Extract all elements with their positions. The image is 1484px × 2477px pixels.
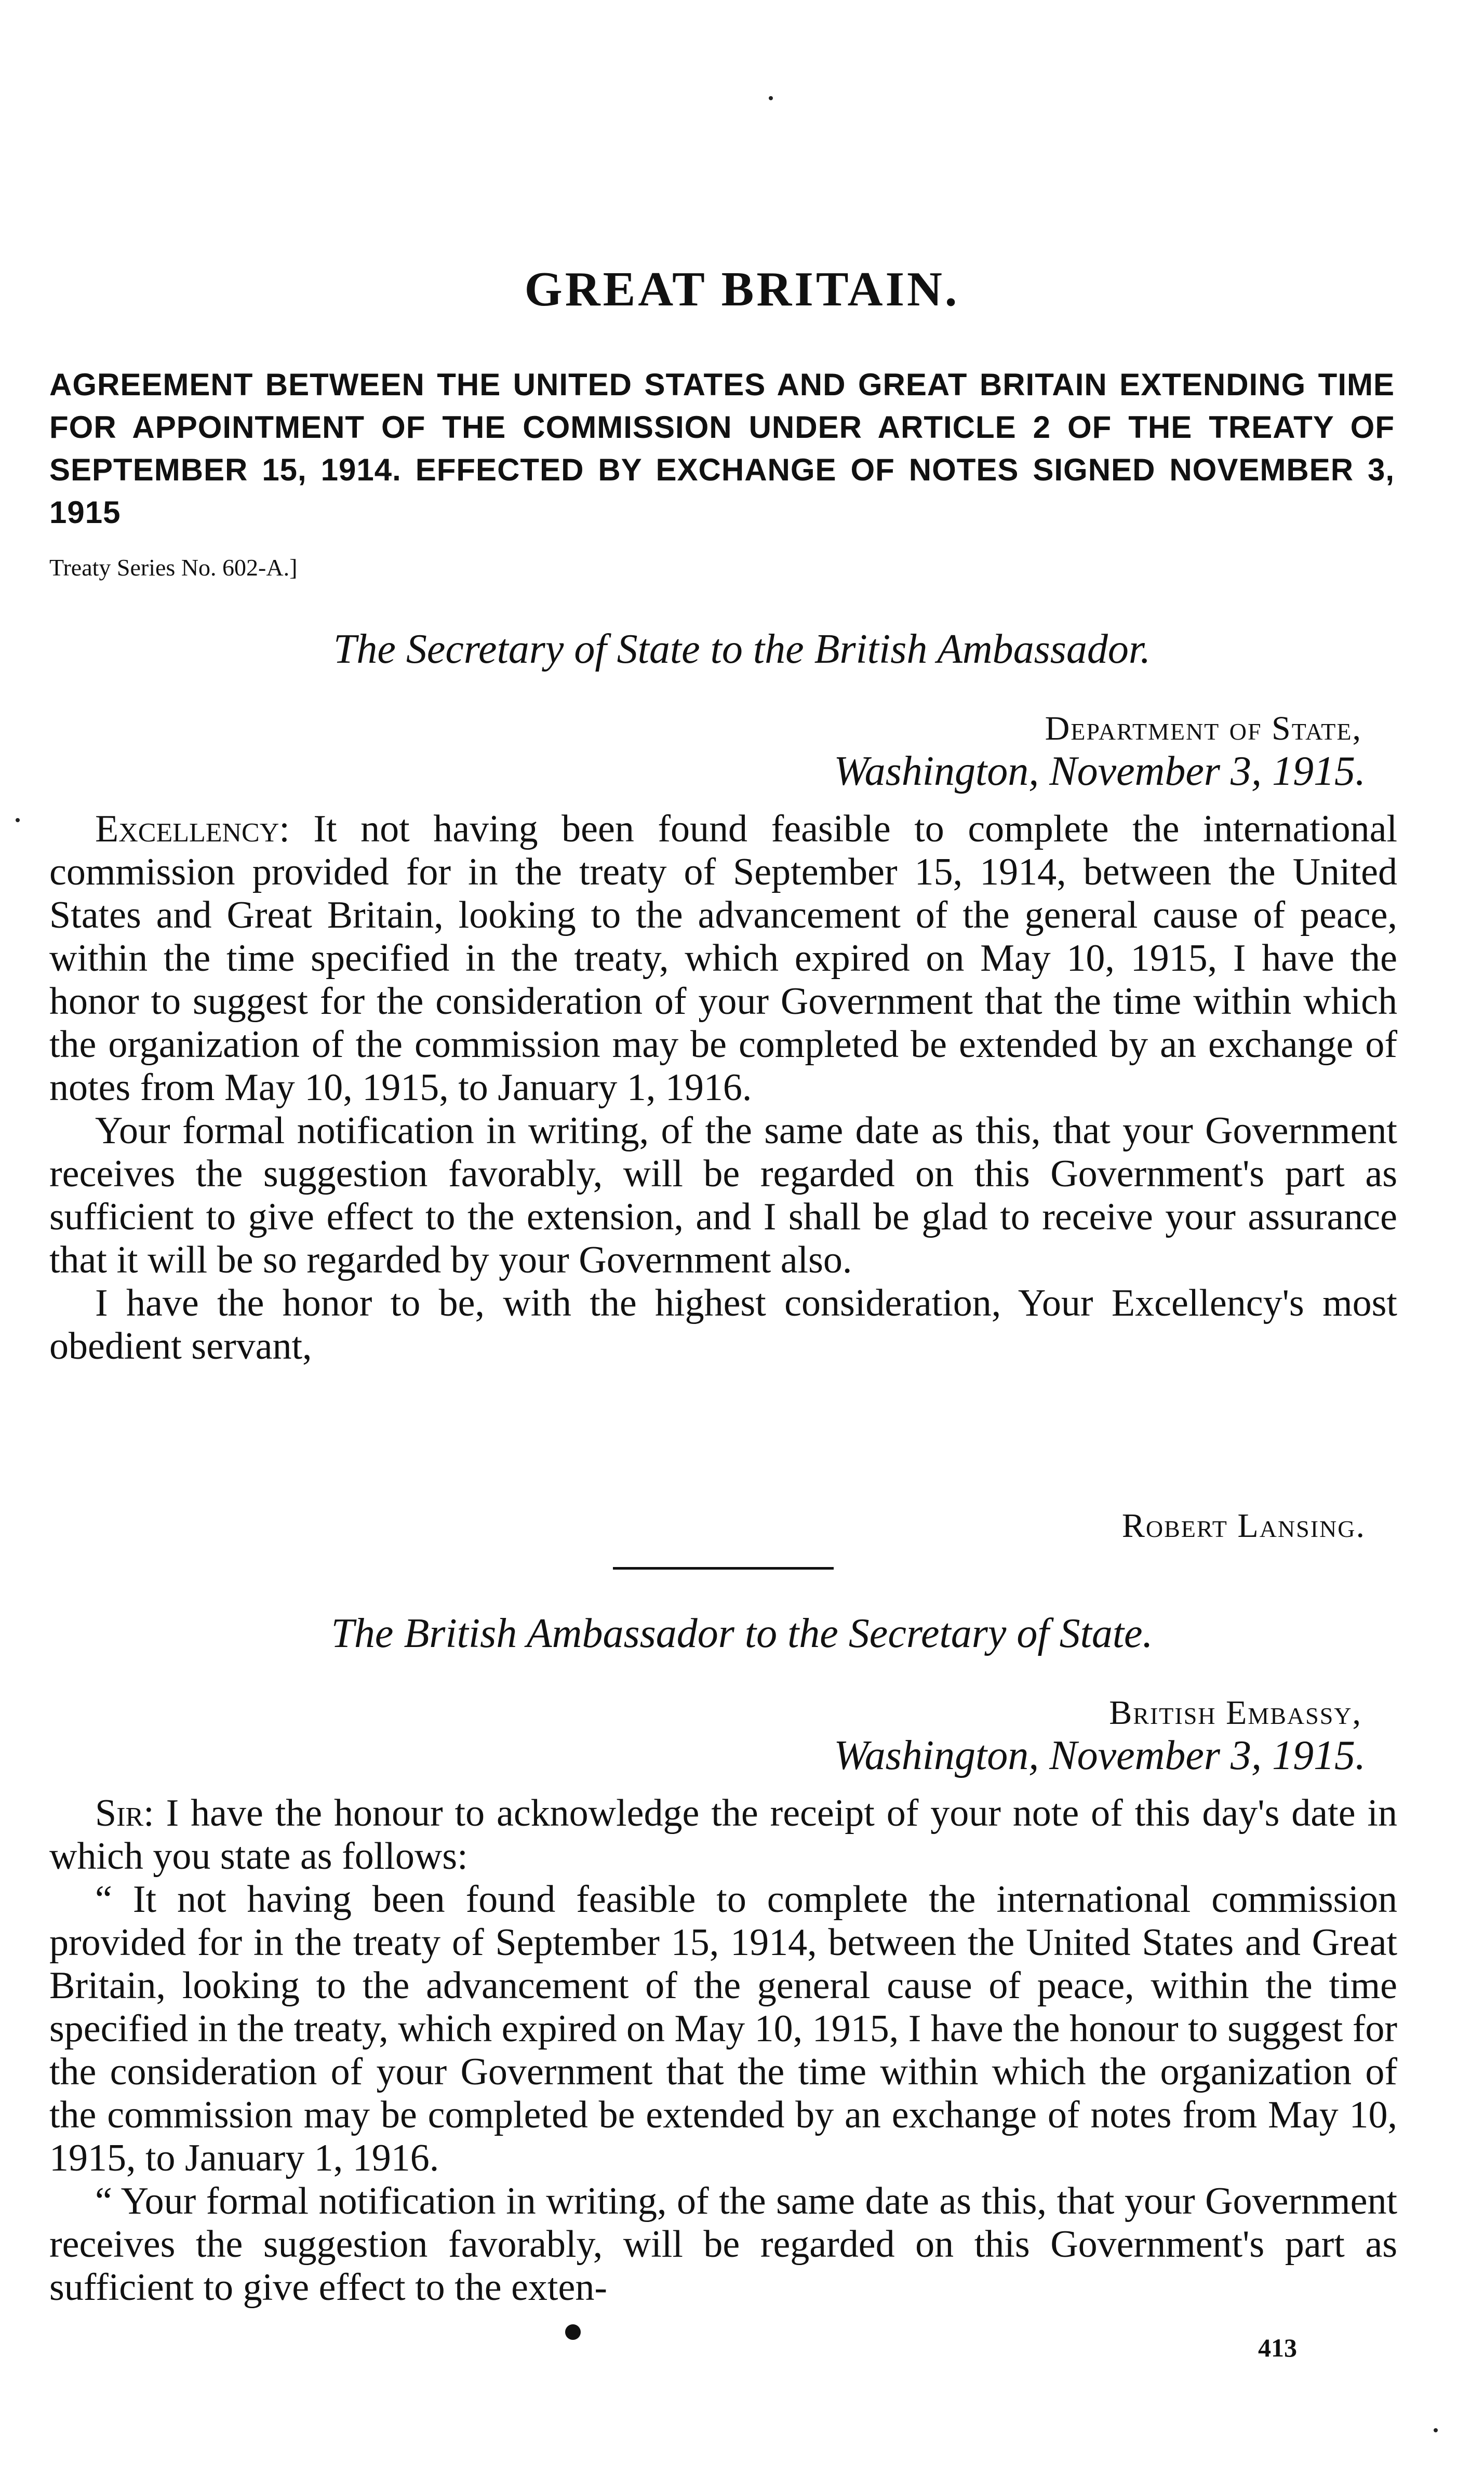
section-divider <box>613 1567 834 1570</box>
note2-office: British Embassy, <box>1109 1694 1362 1732</box>
note1-signature: Robert Lansing. <box>1121 1507 1366 1545</box>
note1-office: Department of State, <box>1045 709 1362 747</box>
note2-salutation: Sir: <box>95 1792 154 1835</box>
note2-heading: The British Ambassador to the Secretary of State. <box>331 1611 1153 1656</box>
note1-paragraph: Your formal notification in writing, of the same date as this, that your Government receives the suggestion favorably, will be regarded on this Government's part as sufficient to give effect to the extension, and I shall be glad to receive your assurance that it will be so regarded by your Government also. <box>49 1109 1397 1281</box>
ink-speck <box>16 818 20 822</box>
note2-body <box>49 1792 1397 2309</box>
note2-paragraph: “ It not having been found feasible to complete the international commission provided for in the treaty of September 15, 1914, between the United States and Great Britain, looking to the advancement of the general cause of peace, within the time specified in the treaty, which expired on May 10, 1915, I have the honour to suggest for the consideration of your Government that the time within which the organization of the commission may be completed be extended by an exchange of notes from May 10, 1915, to January 1, 1916. <box>49 1878 1397 2179</box>
note2-paragraph: Sir: I have the honour to acknowledge the receipt of your note of this day's date in which you state as follows: <box>49 1792 1397 1878</box>
page-number: 413 <box>1258 2333 1297 2362</box>
ink-speck <box>1434 2428 1438 2432</box>
agreement-title: AGREEMENT BETWEEN THE UNITED STATES AND GREAT BRITAIN EXTENDING TIME FOR APPOINTMENT OF THE COMMISSION UNDER ARTICLE 2 OF THE TREATY OF SEPTEMBER 15, 1914. EFFECTED BY EXCHANGE OF NOTES SIGNED NOVEMBER 3, 1915 <box>49 367 1395 530</box>
ink-speck <box>769 96 773 100</box>
note1-place-date: Washington, November 3, 1915. <box>834 748 1366 794</box>
note1-paragraph: I have the honor to be, with the highest consideration, Your Excellency's most obedient servant, <box>49 1282 1397 1368</box>
note1-body <box>49 808 1397 1368</box>
treaty-series-number: Treaty Series No. 602-A.] <box>49 554 298 581</box>
country-title: GREAT BRITAIN. <box>524 262 960 316</box>
note1-paragraph: Excellency: It not having been found feasible to complete the international commission provided for in the treaty of September 15, 1914, between the United States and Great Britain, looking to the advancement of the general cause of peace, within the time specified in the treaty, which expired on May 10, 1915, I have the honor to suggest for the consideration of your Government that the time within which the organization of the commission may be completed be extended by an exchange of notes from May 10, 1915, to January 1, 1916. <box>49 808 1397 1109</box>
note1-heading: The Secretary of State to the British Ambassador. <box>333 626 1151 672</box>
note2-place-date: Washington, November 3, 1915. <box>834 1733 1366 1778</box>
ink-blot <box>565 2324 581 2340</box>
note1-salutation: Excellency: <box>95 808 290 850</box>
note2-paragraph: “ Your formal notification in writing, of the same date as this, that your Government receives the suggestion favorably, will be regarded on this Government's part as sufficient to give effect to the exten- <box>49 2180 1397 2309</box>
